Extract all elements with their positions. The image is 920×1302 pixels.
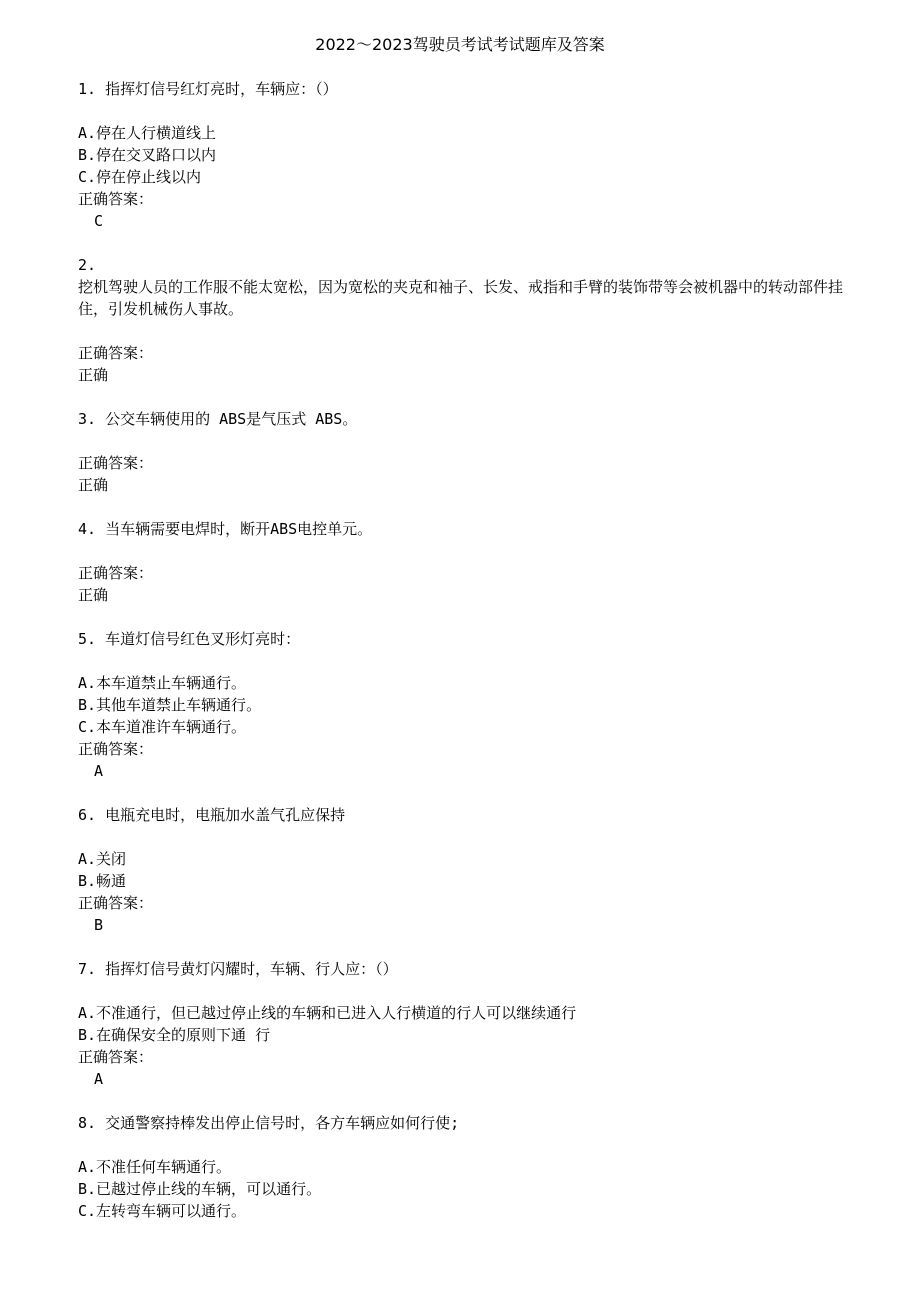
question-3 [78,408,848,496]
answer-value: 正确 [78,586,109,604]
option-c: C.左转弯车辆可以通行。 [78,1202,247,1220]
question-stem: 8. 交通警察持棒发出停止信号时，各方车辆应如何行使; [78,1114,460,1132]
answer-label: 正确答案： [78,344,154,362]
question-4 [78,518,848,606]
answer-value: B [94,916,104,934]
answer-label: 正确答案： [78,740,154,758]
question-6 [78,804,848,936]
question-stem: 2. 挖机驾驶人员的工作服不能太宽松，因为宽松的夹克和袖子、长发、戒指和手臂的装饰带等会被机器中的转动部件挂住，引发机械伤人事故。 [78,256,844,318]
question-list [78,78,848,1244]
answer-label: 正确答案： [78,894,154,912]
question-2 [78,254,848,386]
answer-value: 正确 [78,476,109,494]
answer-label: 正确答案： [78,1048,154,1066]
option-b: B.在确保安全的原则下通 行 [78,1026,271,1044]
document-title: 2022～2023驾驶员考试考试题库及答案 [315,35,605,54]
option-a: A.停在人行横道线上 [78,124,217,142]
option-b: B.停在交叉路口以内 [78,146,217,164]
question-8 [78,1112,848,1222]
option-a: A.关闭 [78,850,127,868]
answer-value: C [94,212,104,230]
option-b: B.畅通 [78,872,127,890]
answer-value: 正确 [78,366,109,384]
option-c: C.本车道准许车辆通行。 [78,718,247,736]
answer-label: 正确答案： [78,564,154,582]
answer-label: 正确答案： [78,190,154,208]
option-b: B.其他车道禁止车辆通行。 [78,696,262,714]
question-stem: 5. 车道灯信号红色叉形灯亮时： [78,630,301,648]
question-5 [78,628,848,782]
question-stem: 1. 指挥灯信号红灯亮时，车辆应：（） [78,80,338,98]
option-a: A.本车道禁止车辆通行。 [78,674,247,692]
question-stem: 6. 电瓶充电时，电瓶加水盖气孔应保持 [78,806,346,824]
question-stem: 7. 指挥灯信号黄灯闪耀时，车辆、行人应：（） [78,960,398,978]
option-c: C.停在停止线以内 [78,168,202,186]
answer-value: A [94,762,104,780]
question-stem: 4. 当车辆需要电焊时，断开ABS电控单元。 [78,520,373,538]
option-a: A.不准任何车辆通行。 [78,1158,232,1176]
answer-label: 正确答案： [78,454,154,472]
option-b: B.已越过停止线的车辆，可以通行。 [78,1180,322,1198]
option-a: A.不准通行，但已越过停止线的车辆和已进入人行横道的行人可以继续通行 [78,1004,577,1022]
answer-value: A [94,1070,104,1088]
question-7 [78,958,848,1090]
question-1 [78,78,848,232]
question-stem: 3. 公交车辆使用的 ABS是气压式 ABS。 [78,410,358,428]
